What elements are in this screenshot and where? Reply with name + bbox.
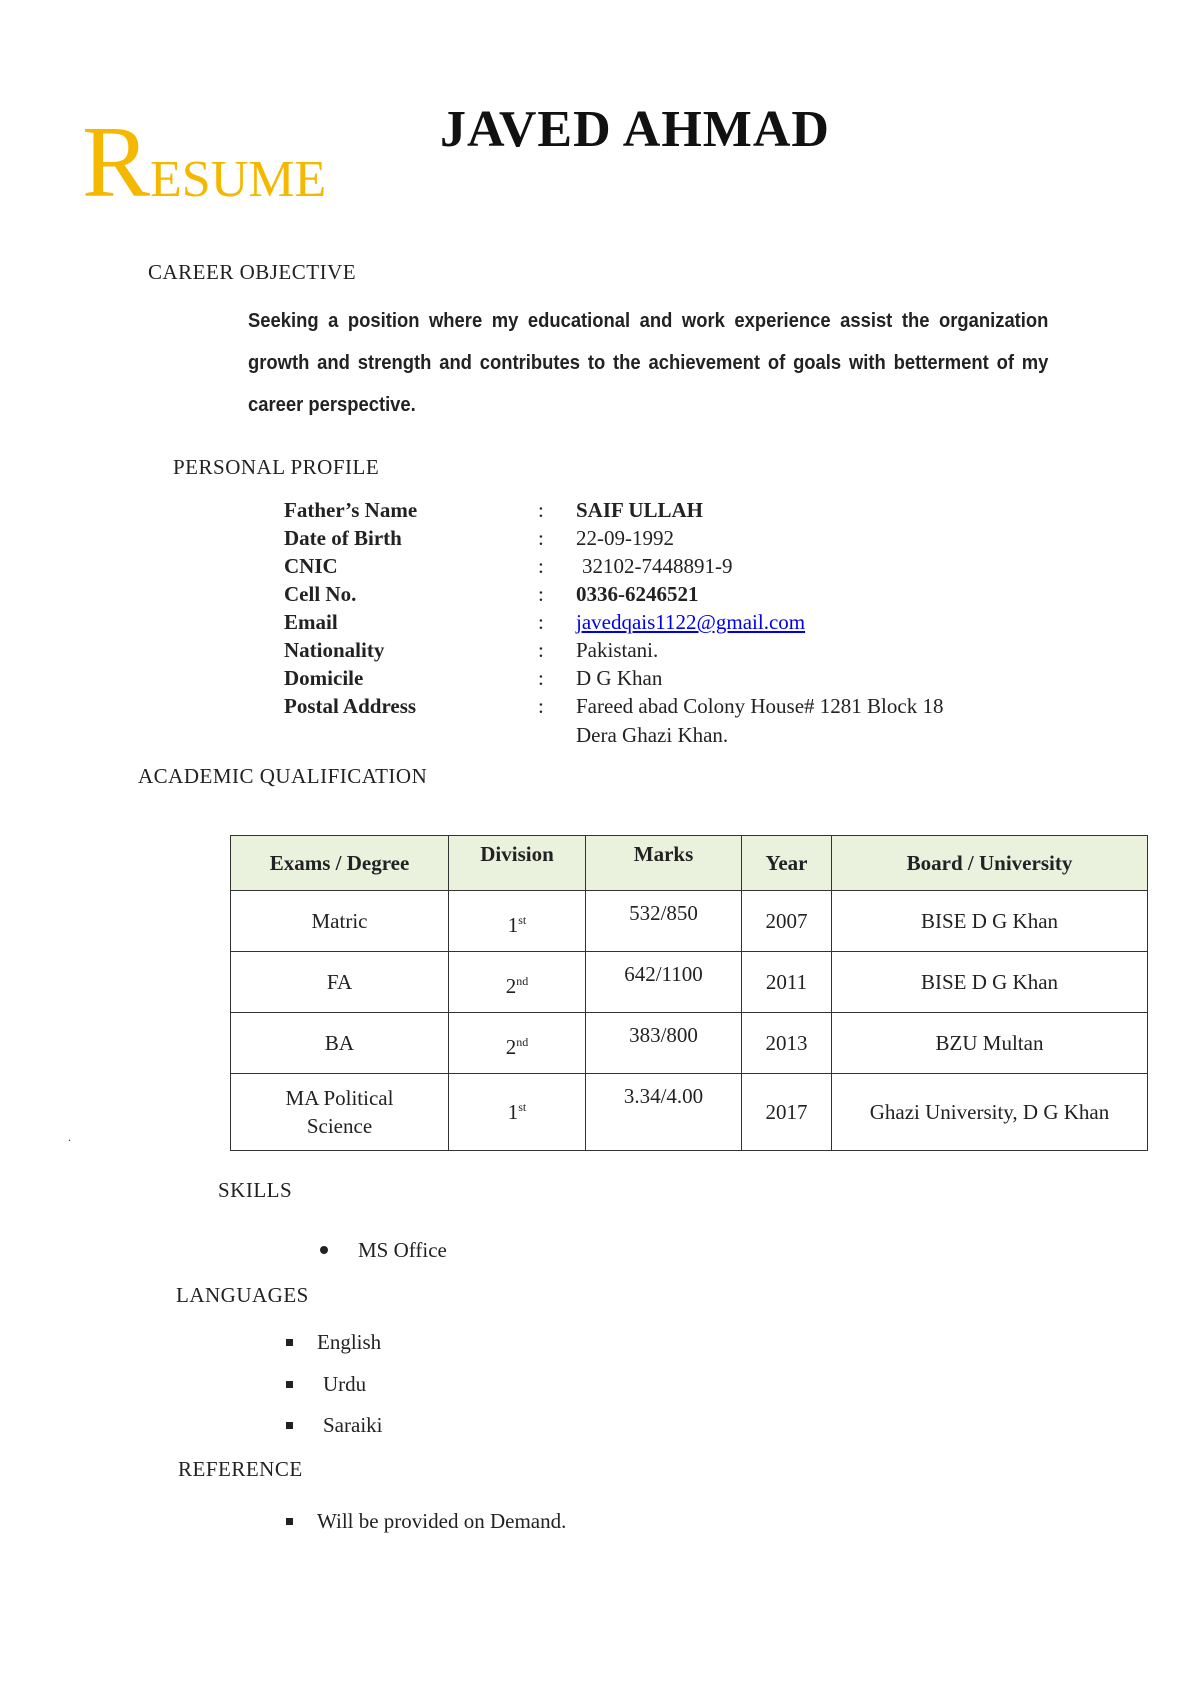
resume-logo-initial: R	[82, 106, 151, 219]
bullet-icon	[286, 1339, 293, 1346]
division-number: 1	[507, 912, 519, 937]
profile-label: Cell No.	[284, 582, 357, 606]
division-number: 2	[505, 973, 517, 998]
exam-line-2: Science	[306, 1114, 373, 1138]
profile-colon: :	[538, 554, 544, 578]
cell-board: Ghazi University, D G Khan	[832, 1074, 1148, 1151]
cell-division	[449, 891, 586, 952]
profile-label: Postal Address	[284, 694, 417, 718]
academic-qualification-heading: ACADEMIC QUALIFICATION	[138, 764, 428, 788]
cell-board: BISE D G Khan	[832, 891, 1148, 952]
profile-colon: :	[538, 638, 544, 662]
profile-value: Pakistani.	[576, 638, 659, 662]
list-item	[286, 1372, 366, 1397]
bullet-icon	[286, 1518, 293, 1525]
division-suffix: nd	[516, 973, 529, 988]
language-item: English	[317, 1330, 382, 1354]
cell-exam: BA	[231, 1013, 449, 1074]
profile-value: 32102-7448891-9	[582, 554, 733, 578]
skill-item: MS Office	[358, 1238, 447, 1262]
personal-profile-heading: PERSONAL PROFILE	[173, 455, 380, 479]
list-item	[286, 1330, 381, 1355]
column-header-board: Board / University	[832, 836, 1148, 891]
reference-item: Will be provided on Demand.	[317, 1509, 567, 1533]
division-number: 1	[507, 1099, 519, 1124]
list-item	[286, 1413, 382, 1438]
profile-colon: :	[538, 666, 544, 690]
cell-year: 2017	[742, 1074, 832, 1151]
list-item	[286, 1509, 566, 1534]
division-number: 2	[505, 1034, 517, 1059]
cell-exam: FA	[231, 952, 449, 1013]
division-suffix: nd	[516, 1034, 529, 1049]
bullet-icon	[320, 1246, 328, 1254]
profile-colon: :	[538, 582, 544, 606]
column-header-marks: Marks	[586, 836, 742, 891]
table-row	[231, 1013, 1148, 1074]
reference-heading: REFERENCE	[178, 1457, 303, 1481]
candidate-name: JAVED AHMAD	[440, 101, 830, 158]
profile-value: 0336-6246521	[576, 582, 699, 606]
profile-colon: :	[538, 694, 544, 718]
profile-value: SAIF ULLAH	[576, 498, 703, 522]
list-item	[320, 1238, 447, 1263]
table-row	[231, 1074, 1148, 1151]
cell-division	[449, 1013, 586, 1074]
career-objective-heading: CAREER OBJECTIVE	[148, 260, 357, 284]
cell-exam	[231, 1074, 449, 1151]
resume-logo-rest: ESUME	[150, 151, 327, 208]
cell-division	[449, 1074, 586, 1151]
column-header-division: Division	[449, 836, 586, 891]
profile-label: Father’s Name	[284, 498, 418, 522]
profile-label: Email	[284, 610, 338, 634]
career-objective-text: Seeking a position where my educational and work experience assist the organization growth and strength and contributes to the achievement of goals with betterment of my career perspective.	[248, 310, 1049, 416]
table-header-row	[231, 836, 1148, 891]
division-suffix: st	[518, 1099, 527, 1114]
exam-line-1: MA Political	[285, 1086, 394, 1110]
division-suffix: st	[518, 912, 527, 927]
profile-colon: :	[538, 610, 544, 634]
cell-exam: Matric	[231, 891, 449, 952]
profile-value: 22-09-1992	[576, 526, 674, 550]
profile-label: Domicile	[284, 666, 364, 690]
cell-year: 2013	[742, 1013, 832, 1074]
cell-marks: 383/800	[586, 1013, 742, 1074]
column-header-exam: Exams / Degree	[231, 836, 449, 891]
profile-colon: :	[538, 526, 544, 550]
profile-colon: :	[538, 498, 544, 522]
bullet-icon	[286, 1381, 293, 1388]
cell-marks: 532/850	[586, 891, 742, 952]
profile-value: Fareed abad Colony House# 1281 Block 18	[576, 694, 944, 718]
languages-heading: LANGUAGES	[176, 1283, 309, 1307]
bullet-icon	[286, 1422, 293, 1429]
cell-board: BZU Multan	[832, 1013, 1148, 1074]
language-item: Urdu	[323, 1372, 367, 1396]
profile-label: Nationality	[284, 638, 385, 662]
stray-dot: .	[68, 1130, 71, 1144]
cell-division	[449, 952, 586, 1013]
language-item: Saraiki	[323, 1413, 383, 1437]
profile-value: D G Khan	[576, 666, 663, 690]
resume-logo	[82, 106, 327, 219]
cell-marks: 642/1100	[586, 952, 742, 1013]
skills-heading: SKILLS	[218, 1178, 293, 1202]
table-row	[231, 952, 1148, 1013]
profile-value-line2: Dera Ghazi Khan.	[576, 723, 729, 747]
cell-year: 2007	[742, 891, 832, 952]
profile-label: CNIC	[284, 554, 338, 578]
cell-board: BISE D G Khan	[832, 952, 1148, 1013]
academic-qualification-table	[230, 835, 1148, 1151]
cell-marks: 3.34/4.00	[586, 1074, 742, 1151]
table-row	[231, 891, 1148, 952]
column-header-year: Year	[742, 836, 832, 891]
email-link[interactable]: javedqais1122@gmail.com	[576, 610, 806, 634]
profile-label: Date of Birth	[284, 526, 402, 550]
cell-year: 2011	[742, 952, 832, 1013]
